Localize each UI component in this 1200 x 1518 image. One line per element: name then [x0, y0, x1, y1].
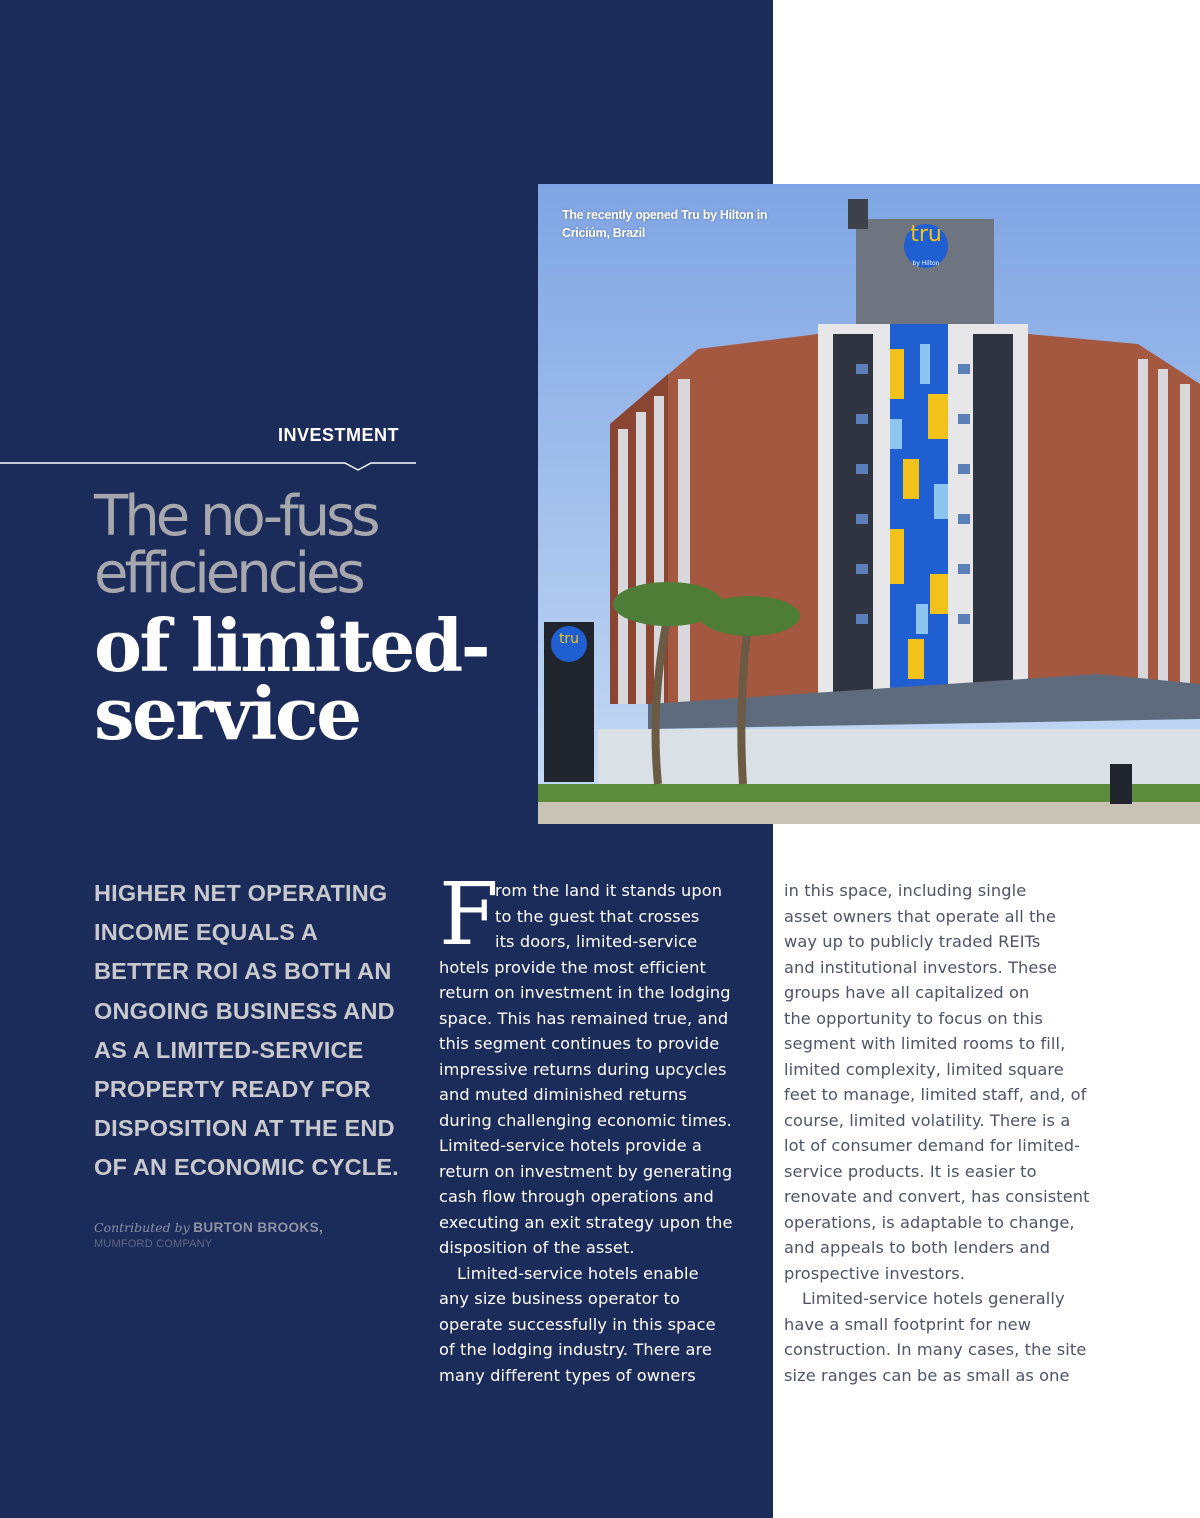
body-line: way up to publicly traded REITs [784, 932, 1041, 951]
body-line: operations, is adaptable to change, [784, 1212, 1075, 1232]
body-line: impressive returns during upcycles [439, 1059, 727, 1079]
byline-prefix: Contributed by [94, 1220, 190, 1235]
headline-light-line: efficiencies [94, 541, 362, 606]
body-line: many different types of owners [439, 1365, 696, 1385]
deck-line: INCOME EQUALS A [94, 919, 319, 946]
body-line: service products. It is easier to [784, 1161, 1037, 1181]
body-line: course, limited volatility. There is a [784, 1110, 1071, 1130]
body-line: hotels provide the most efficient [439, 957, 706, 977]
body-line: return on investment by generating [439, 1161, 733, 1181]
body-line: segment with limited rooms to fill, [784, 1034, 1066, 1053]
tower-logo-text: tru [910, 222, 942, 247]
body-line: prospective investors. [784, 1263, 965, 1283]
body-line: operate successfully in this space [439, 1314, 716, 1334]
headline-light [94, 484, 524, 606]
body-line: rom the land it stands upon [495, 881, 723, 900]
body-line: and appeals to both lenders and [784, 1238, 1051, 1257]
tower-logo [902, 224, 950, 268]
body-line: groups have all capitalized on [784, 983, 1030, 1002]
section-divider [0, 455, 416, 475]
body-line: this segment continues to provide [439, 1034, 720, 1053]
body-line: and muted diminished returns [439, 1085, 687, 1104]
pylon-logo-text: tru [558, 631, 580, 647]
hotel-illustration [538, 184, 1200, 824]
deck-line: BETTER ROI AS BOTH AN [94, 958, 392, 985]
body-line: the opportunity to focus on this [784, 1008, 1043, 1028]
byline-author: BURTON BROOKS, [193, 1220, 324, 1235]
headline-bold-line: of limited- [94, 603, 489, 688]
body-line: feet to manage, limited staff, and, of [784, 1085, 1087, 1104]
body-line: asset owners that operate all the [784, 906, 1056, 926]
body-line: cash flow through operations and [439, 1187, 714, 1206]
body-line: disposition of the asset. [439, 1238, 635, 1257]
body-line: space. This has remained true, and [439, 1008, 729, 1028]
body-line: limited complexity, limited square [784, 1059, 1064, 1079]
body-line: any size business operator to [439, 1289, 681, 1308]
headline-bold [94, 603, 534, 756]
headline-bold-line: service [94, 671, 360, 756]
body-line: its doors, limited-service [495, 932, 698, 951]
deck-text [94, 874, 414, 1188]
tower-logo-sub: by Hilton [912, 260, 940, 267]
body-line: return on investment in the lodging [439, 983, 731, 1002]
body-line: in this space, including single [784, 881, 1027, 900]
byline-company: MUMFORD COMPANY [94, 1238, 213, 1250]
photo-caption: The recently opened Tru by Hilton in Criciúm, Brazil [562, 208, 768, 240]
body-column-1 [439, 878, 759, 1388]
drop-cap: F [439, 865, 499, 965]
body-line: executing an exit strategy upon the [439, 1212, 733, 1232]
byline-contributor [94, 1220, 414, 1235]
body-line: have a small footprint for new [784, 1314, 1032, 1334]
deck-line: OF AN ECONOMIC CYCLE. [94, 1154, 399, 1181]
byline [94, 1220, 414, 1250]
body-line: and institutional investors. These [784, 957, 1058, 977]
body-line: Limited-service hotels enable [457, 1263, 699, 1283]
body-line: renovate and convert, has consistent [784, 1187, 1090, 1206]
deck-line: ONGOING BUSINESS AND [94, 997, 395, 1024]
body-line: lot of consumer demand for limited- [784, 1136, 1081, 1155]
section-label: INVESTMENT [278, 425, 400, 445]
body-line: to the guest that crosses [495, 906, 700, 926]
body-line: Limited-service hotels generally [802, 1289, 1065, 1308]
body-line: during challenging economic times. [439, 1110, 732, 1130]
body-line: of the lodging industry. There are [439, 1340, 712, 1359]
deck-line: PROPERTY READY FOR [94, 1076, 371, 1103]
headline-light-line: The no-fuss [94, 484, 377, 549]
body-line: size ranges can be as small as one [784, 1365, 1070, 1385]
hotel-photo [538, 184, 1200, 824]
body-line: Limited-service hotels provide a [439, 1136, 702, 1155]
body-line: construction. In many cases, the site [784, 1340, 1087, 1359]
deck-line: DISPOSITION AT THE END [94, 1115, 395, 1142]
body-column-2 [784, 878, 1114, 1388]
deck-line: AS A LIMITED-SERVICE [94, 1036, 364, 1063]
deck-line: HIGHER NET OPERATING [94, 880, 388, 906]
